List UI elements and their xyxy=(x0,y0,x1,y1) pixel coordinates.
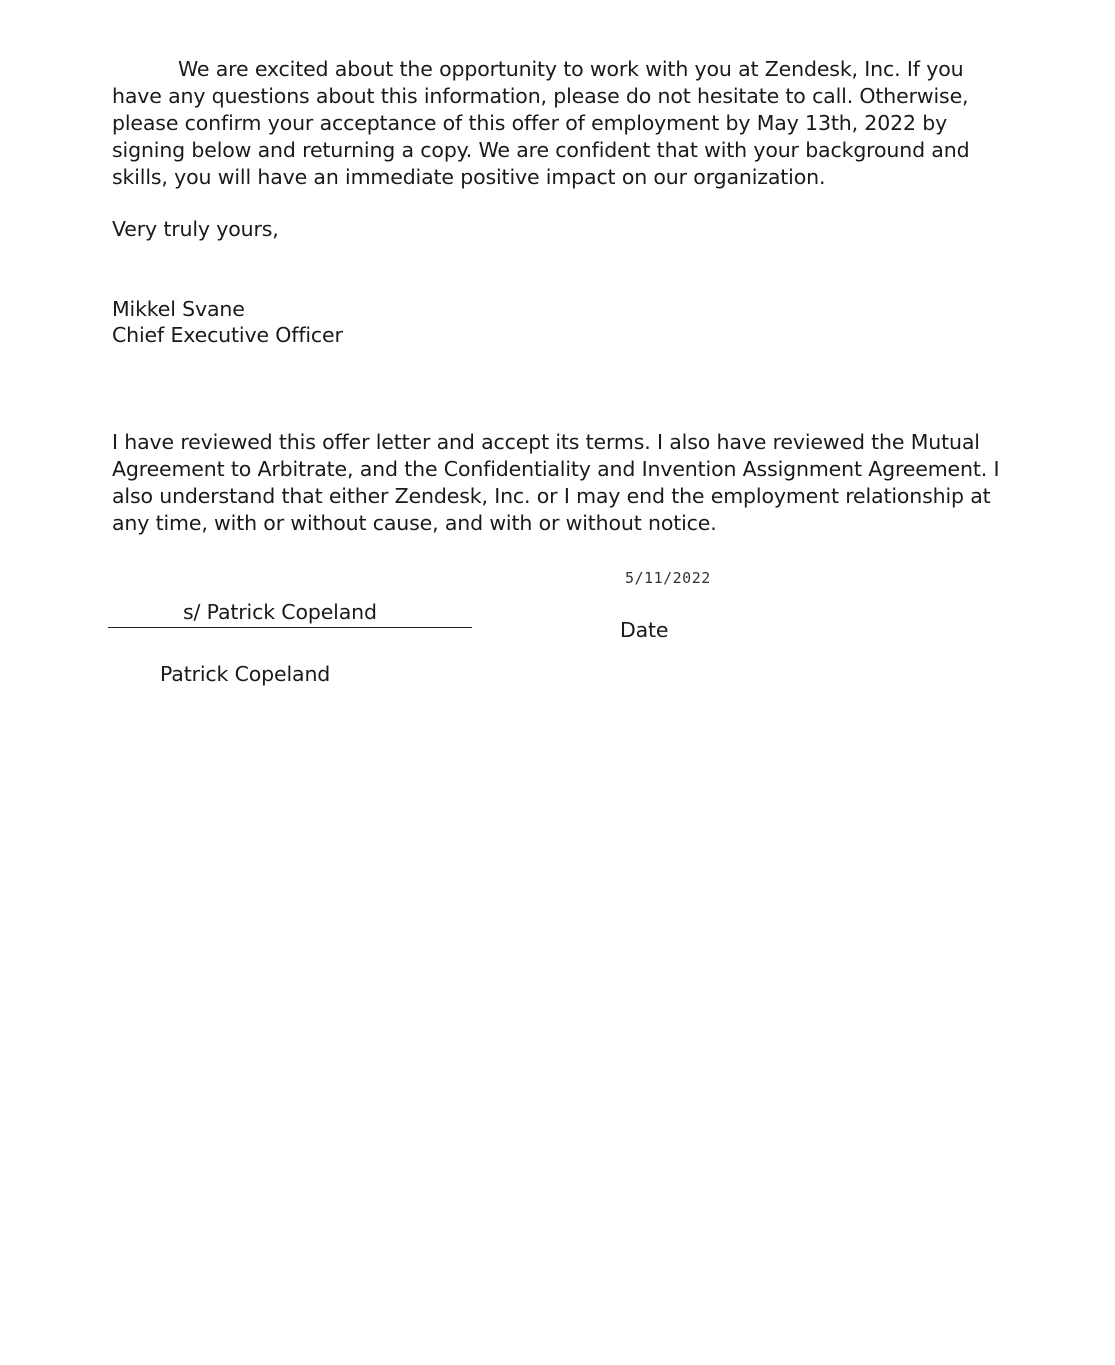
signer-name: Mikkel Svane xyxy=(112,297,245,321)
closing-paragraph-text: We are excited about the opportunity to work with you at Zendesk, Inc. If you have any questions about this information, please do not hesitate to call. Otherwise, please confirm your acceptance of this offer of employment by May 13th, 2022 by signing below and returning a copy. We are confident that with your background and skills, you will have an immediate positive impact on our organization. xyxy=(112,57,970,189)
date-label: Date xyxy=(620,618,669,642)
valediction: Very truly yours, xyxy=(112,217,279,241)
signature-date-value: 5/11/2022 xyxy=(625,569,711,587)
employee-printed-name: Patrick Copeland xyxy=(160,662,331,686)
acceptance-statement: I have reviewed this offer letter and accept its terms. I also have reviewed the Mutual Agreement to Arbitrate, and the Confidentiality and Invention Assignment Agreement. I also understand that either Zendesk, Inc. or I may end the employment relationship at any time, with or without cause, and with or without notice. xyxy=(112,430,1000,535)
closing-paragraph xyxy=(112,56,1012,191)
signer-title: Chief Executive Officer xyxy=(112,323,343,347)
signature-line xyxy=(108,627,472,628)
employee-signature: s/ Patrick Copeland xyxy=(183,600,377,624)
